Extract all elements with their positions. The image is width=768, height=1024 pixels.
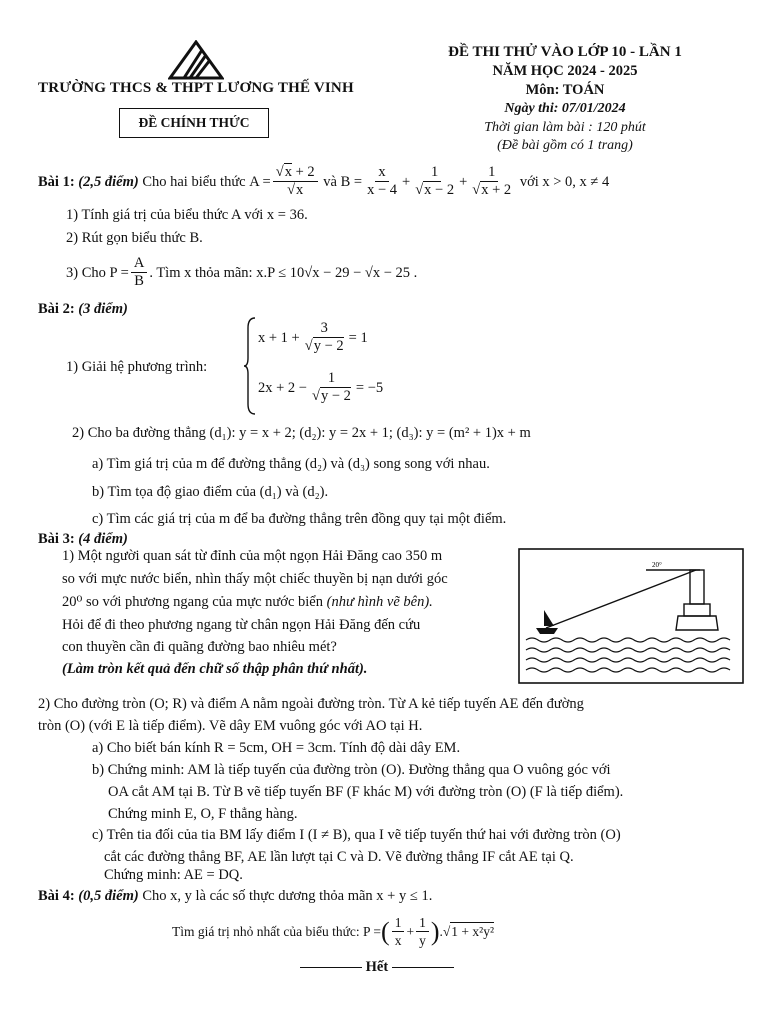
school-logo-icon (168, 40, 224, 80)
problem-1-q1: 1) Tính giá trị của biểu thức A với x = 36. (66, 207, 308, 223)
problem-3-part1-line2: so với mực nước biển, nhìn thấy một chiếc thuyền bị nạn dưới góc (62, 571, 448, 587)
problem-2-label: Bài 2: (38, 301, 75, 317)
exam-title: ĐỀ THI THỬ VÀO LỚP 10 - LẦN 1 (448, 44, 682, 60)
problem-2-heading (38, 300, 128, 318)
problem-2-q1: 1) Giải hệ phương trình: (66, 359, 208, 375)
problem-1-q3-text: . Tìm x thỏa mãn: (149, 264, 253, 281)
problem-3-part1-line4: Hỏi để đi theo phương ngang từ chân ngọn Hải Đăng đến cứu (62, 617, 421, 633)
page-count: (Đề bài gồm có 1 trang) (497, 138, 633, 153)
end-marker (300, 958, 454, 976)
problem-1-q3-prefix: 3) Cho (66, 264, 106, 281)
problem-3-part2-line1: 2) Cho đường tròn (O; R) và điểm A nằm ngoài đường tròn. Từ A kẻ tiếp tuyến AE đến đường (38, 696, 584, 712)
problem-4-task-text: Tìm giá trị nhỏ nhất của biểu thức: (172, 923, 360, 939)
problem-2-points: (3 điểm) (78, 301, 128, 317)
system-equation-1 (258, 320, 368, 355)
problem-3-label: Bài 3: (38, 531, 75, 547)
official-label: ĐỀ CHÍNH THỨC (119, 108, 269, 138)
problem-3-part1-line1: 1) Một người quan sát từ đỉnh của một ngọn Hải Đăng cao 350 m (62, 548, 443, 564)
equation-2-right: = −5 (355, 379, 384, 396)
expression-b-term-1: $\frac{x}{x - 4}$ (367, 164, 397, 198)
problem-3-angle-text: 20⁰ so với phương ngang của mực nước biển (62, 594, 323, 610)
problem-3-part1-line5: con thuyền cần đi quãng đường bao nhiêu mét? (62, 639, 337, 655)
subject: Môn: TOÁN (525, 82, 605, 98)
problem-3-part2c-line1: c) Trên tia đối của tia BM lấy điểm I (I ≠ B), qua I vẽ tiếp tuyến thứ hai với đường tròn (O) (92, 827, 621, 843)
problem-3-part2b-line2: OA cắt AM tại B. Từ B vẽ tiếp tuyến BF (F khác M) với đường tròn (O) (F là tiếp điểm). (108, 784, 624, 800)
end-line-right (392, 967, 454, 968)
fraction-1-over-x: $\frac{1}{x}$ (392, 914, 405, 949)
problem-1-inequality: x.P ≤ 10√x − 29 − √x − 25 . (256, 264, 418, 281)
equation-1-right: = 1 (348, 329, 368, 346)
expression-b-term-3: $\frac{1}{√x + 2}$ (472, 164, 512, 198)
problem-2-q2b: b) Tìm tọa độ giao điểm của (d₁) và (d₂). (92, 484, 329, 500)
problem-2-q2a: a) Tìm giá trị của m để đường thẳng (d₂) và (d₃) song song với nhau. (92, 456, 490, 472)
fraction-1-over-y: $\frac{1}{y}$ (416, 914, 429, 949)
exam-duration: Thời gian làm bài : 120 phút (484, 120, 646, 135)
problem-4-task: Tìm giá trị nhỏ nhất của biểu thức: P = ( $\frac{1}{x}$ + $\frac{1}{y}$ ) .√ 1 + x²y² (172, 915, 495, 948)
problem-1-text: Cho hai biểu thức (142, 173, 246, 190)
lighthouse-figure (518, 548, 744, 684)
right-paren: ) (430, 916, 440, 946)
problem-2-q2c: c) Tìm các giá trị của m để ba đường thẳng trên đồng quy tại một điểm. (92, 511, 507, 527)
problem-3-part2-line2: tròn (O) (với E là tiếp điểm). Vẽ dây EM vuông góc với AO tại H. (38, 718, 423, 734)
equation-2-left: 2x + 2 − (258, 379, 307, 396)
problem-3-part2c-line3: Chứng minh: AE = DQ. (104, 867, 243, 883)
problem-1-intro: Bài 1: (2,5 điểm) Cho hai biểu thức A = $\frac{√x + 2}{√x}$ và B = $\frac{x}{x - 4}$ + $\frac{1}{√x - 2}$ + $\frac{1}{√x + 2}$ với x > 0, x ≠ 4 (38, 164, 610, 198)
equation-1-left: x + 1 + (258, 329, 300, 346)
problem-1-points: (2,5 điểm) (78, 173, 139, 190)
radical-expression: 1 + x²y² (451, 924, 495, 939)
expression-a: $\frac{√x + 2}{√x}$ (273, 164, 318, 199)
expression-b-term-2: $\frac{1}{√x - 2}$ (415, 164, 455, 198)
problem-1-q3: 3) Cho P = $\frac{A}{B}$ . Tìm x thỏa mãn: x.P ≤ 10√x − 29 − √x − 25 . (66, 255, 418, 289)
problem-1-condition: với x > 0, x ≠ 4 (519, 173, 610, 190)
problem-3-figure-note: (như hình vẽ bên). (326, 594, 433, 610)
problem-3-part2c-line2: cắt các đường thẳng BF, AE lần lượt tại C và D. Vẽ đường thẳng IF cắt AE tại Q. (104, 849, 574, 865)
problem-4-label: Bài 4: (38, 888, 75, 904)
end-text: Hết (365, 959, 389, 975)
equation-1-fraction: $\frac{3}{√y - 2}$ (304, 320, 344, 354)
problem-1-q2: 2) Rút gọn biểu thức B. (66, 230, 203, 246)
problem-3-rounding-note: (Làm tròn kết quả đến chữ số thập phân thứ nhất). (62, 661, 368, 677)
problem-3-heading (38, 530, 128, 548)
problem-3-part2a: a) Cho biết bán kính R = 5cm, OH = 3cm. Tính độ dài dây EM. (92, 740, 461, 756)
problem-3-part2b-line1: b) Chứng minh: AM là tiếp tuyến của đường tròn (O). Đường thẳng qua O vuông góc với (92, 762, 611, 778)
system-brace-icon (244, 316, 256, 416)
school-name: TRƯỜNG THCS & THPT LƯƠNG THẾ VINH (38, 80, 354, 96)
problem-3-part2b-line3: Chứng minh E, O, F thẳng hàng. (108, 806, 298, 822)
problem-3-part1-line3 (62, 593, 433, 611)
problem-4-points: (0,5 điểm) (78, 888, 139, 904)
expression-p: $\frac{A}{B}$ (131, 255, 147, 290)
figure-angle-label: 20° (652, 561, 662, 569)
equation-2-fraction: $\frac{1}{√y - 2}$ (311, 370, 351, 404)
problem-4-line (38, 887, 432, 905)
problem-3-points: (4 điểm) (78, 531, 128, 547)
problem-1-label: Bài 1: (38, 173, 75, 190)
system-equation-2 (258, 370, 383, 405)
end-line-left (300, 967, 362, 968)
left-paren: ( (381, 916, 390, 946)
problem-2-q2: 2) Cho ba đường thẳng (d₁): y = x + 2; (d₂): y = 2x + 1; (d₃): y = (m² + 1)x + m (72, 425, 531, 441)
problem-4-text: Cho x, y là các số thực dương thỏa mãn x + y ≤ 1. (142, 888, 433, 904)
school-year: NĂM HỌC 2024 - 2025 (492, 63, 638, 79)
exam-date: Ngày thi: 07/01/2024 (504, 101, 626, 116)
